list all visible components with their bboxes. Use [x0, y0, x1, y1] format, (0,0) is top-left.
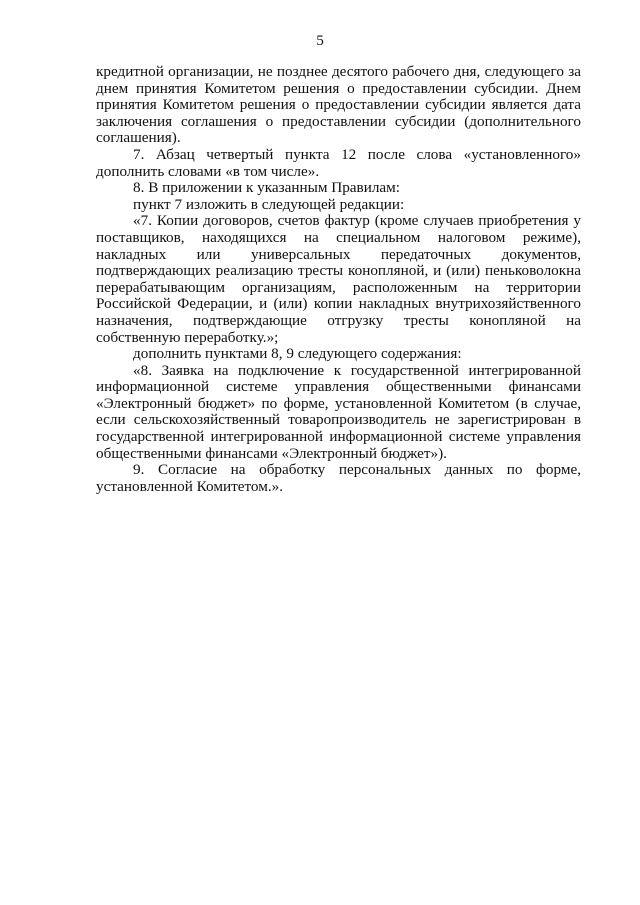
document-body: [96, 64, 581, 495]
paragraph-point-7-text: «7. Копии договоров, счетов фактур (кроме случаев приобретения у поставщиков, находящихся на специальном налоговом режиме), накладных или универсальных передаточных документов, подтверждающих реализацию тресты конопляной, и (или) пеньковолокна перерабатывающим организациям, расположенным на территории Российской Федерации, и (или) копии накладных внутрихозяйственного назначения, подтверждающие отгрузку тресты конопляной на собственную переработку.»;: [96, 212, 581, 346]
paragraph-item-8: 8. В приложении к указанным Правилам:: [133, 179, 400, 197]
paragraph-add-points-intro: дополнить пунктами 8, 9 следующего содержания:: [133, 345, 462, 363]
page-number: 5: [316, 32, 324, 49]
paragraph-point-8-text: «8. Заявка на подключение к государственной интегрированной информационной системе управления общественными финансами «Электронный бюджет» по форме, установленной Комитетом (в случае, если сельскохозяйственный товаропроизводитель не зарегистрирован в государственной интегрированной информационной системе управления общественными финансами «Электронный бюджет»).: [96, 361, 581, 462]
paragraph-item-7: 7. Абзац четвертый пункта 12 после слова «установленного» дополнить словами «в том числе».: [96, 145, 581, 180]
paragraph-point-7-intro: пункт 7 изложить в следующей редакции:: [133, 195, 405, 213]
paragraph-point-9-text: 9. Согласие на обработку персональных данных по форме, установленной Комитетом.».: [96, 461, 581, 495]
paragraph-continuation: кредитной организации, не позднее десятого рабочего дня, следующего за днем принятия Комитетом решения о предоставлении субсидии. Днем принятия Комитетом решения о предоставлении субсидии является дата заключения соглашения о предоставлении субсидии (дополнительного соглашения).: [96, 63, 581, 147]
